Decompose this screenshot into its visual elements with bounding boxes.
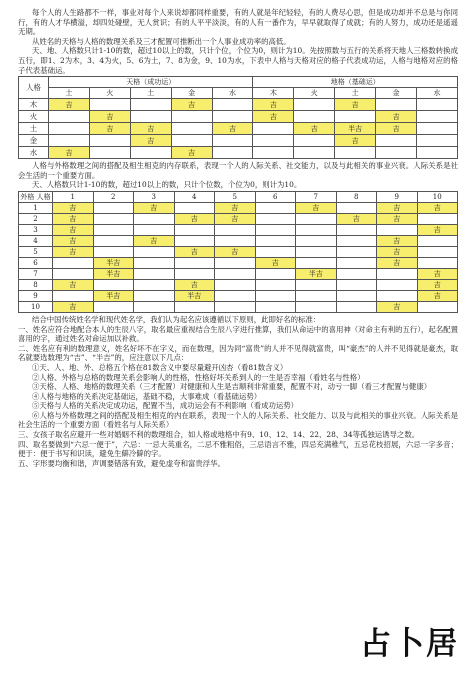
table1-cell bbox=[417, 99, 458, 111]
table1-cell: 吉 bbox=[130, 135, 171, 147]
table2-cell: 吉 bbox=[377, 235, 418, 246]
table1-element-header: 土 bbox=[335, 88, 376, 99]
table1-cell bbox=[171, 111, 212, 123]
table2-cell bbox=[255, 213, 296, 224]
table1-cell: 吉 bbox=[49, 147, 90, 159]
table2-cell bbox=[134, 301, 175, 312]
table2-cell bbox=[215, 301, 256, 312]
table1-cell bbox=[130, 111, 171, 123]
table2-row bbox=[19, 257, 458, 268]
table2-cell bbox=[215, 224, 256, 235]
table1-cell bbox=[212, 135, 253, 147]
table2-cell bbox=[377, 290, 418, 301]
table1-cell: 吉 bbox=[376, 123, 417, 135]
table1-cell: 吉 bbox=[171, 99, 212, 111]
principle-paragraph: 三、女孩子取名应避开一些对婚姻不利的数理组合，如人格或地格中有9、10、12、14、22、28、34等孤独运诱导之数。 bbox=[18, 430, 420, 440]
table2-cell bbox=[134, 224, 175, 235]
table1-element-header: 金 bbox=[171, 88, 212, 99]
table2-cell bbox=[336, 246, 377, 257]
table2-col-header: 1 bbox=[53, 191, 94, 202]
table2-cell bbox=[417, 213, 458, 224]
principle-paragraph: 五、字形要均衡和谐，声调要错落有致，避免虚夸和富贵浮华。 bbox=[18, 458, 225, 468]
table2-row-label: 10 bbox=[19, 301, 53, 312]
table2-cell bbox=[134, 257, 175, 268]
table1-cell: 吉 bbox=[294, 123, 335, 135]
table2-row-label: 6 bbox=[19, 257, 53, 268]
table2-cell bbox=[336, 257, 377, 268]
table1-cell bbox=[212, 147, 253, 159]
table2-cell bbox=[215, 257, 256, 268]
five-elements-table bbox=[18, 76, 458, 159]
table2-row bbox=[19, 268, 458, 279]
table2-cell bbox=[296, 290, 337, 301]
table2-cell: 吉 bbox=[417, 268, 458, 279]
table1-cell bbox=[294, 135, 335, 147]
table2-cell bbox=[93, 202, 134, 213]
table2-cell: 吉 bbox=[377, 202, 418, 213]
intro-paragraph-3: 天、地、人格数只计1-10的数，超过10以上的数，只计个位，个位为0，则计为10。先按照数与五行的关系将天地人三格数转换成五行，即1、2为木，3、4为火，5、6为土，7、8为金，9、10为水，下表中人格与天格对应的格子代表成功运，人格与地格对应的格子代表基础运。 bbox=[18, 46, 458, 75]
table1-cell: 吉 bbox=[376, 111, 417, 123]
table2-row-label: 7 bbox=[19, 268, 53, 279]
table2-cell: 吉 bbox=[53, 246, 94, 257]
table2-row bbox=[19, 279, 458, 290]
table2-cell: 半吉 bbox=[93, 290, 134, 301]
table2-cell: 吉 bbox=[134, 235, 175, 246]
table1-element-header: 火 bbox=[89, 88, 130, 99]
table1-row-label: 土 bbox=[19, 123, 49, 135]
table2-cell bbox=[417, 246, 458, 257]
site-logo: 占卜居 bbox=[360, 626, 459, 662]
table2-cell bbox=[336, 279, 377, 290]
table2-col-header: 4 bbox=[174, 191, 215, 202]
table2-cell: 吉 bbox=[336, 213, 377, 224]
table1-cell bbox=[376, 135, 417, 147]
principle-paragraph: ①天、人、地、外、总格五个格在81数含义中要尽量避开凶杏（看81数含义） bbox=[32, 362, 288, 372]
table2-cell bbox=[134, 268, 175, 279]
table1-cell: 吉 bbox=[212, 123, 253, 135]
table2-col-header: 6 bbox=[255, 191, 296, 202]
table2-cell bbox=[93, 279, 134, 290]
table1-row-label: 木 bbox=[19, 99, 49, 111]
table1-cell bbox=[49, 123, 90, 135]
table2-cell bbox=[134, 279, 175, 290]
table1-cell bbox=[417, 147, 458, 159]
table2-cell bbox=[336, 224, 377, 235]
table1-cell: 半吉 bbox=[335, 123, 376, 135]
table2-cell bbox=[255, 202, 296, 213]
table2-cell bbox=[336, 202, 377, 213]
table1-cell: 吉 bbox=[171, 147, 212, 159]
table2-cell bbox=[53, 268, 94, 279]
table2-cell bbox=[215, 290, 256, 301]
table2-cell bbox=[417, 257, 458, 268]
principle-paragraph: 二、姓名应有利的数理意义，姓名好坏不在字义，而在数理，因为同“富贵”的人并不见得就富贵，叫“豪杰”的人并不见得就是豪杰，取名就要选数理为“吉”、“半吉”的，应注意以下几点： bbox=[18, 343, 458, 363]
table1-row bbox=[19, 99, 458, 111]
table2-cell: 吉 bbox=[417, 290, 458, 301]
table2-row-label: 4 bbox=[19, 235, 53, 246]
table2-cell: 吉 bbox=[377, 213, 418, 224]
table1-cell: 吉 bbox=[253, 111, 294, 123]
table2-cell: 吉 bbox=[53, 202, 94, 213]
intro-paragraph-2: 从姓名的天格与人格的数理关系及三才配置可推断出一个人事业成功率的高低。 bbox=[32, 36, 291, 46]
table1-cell: 吉 bbox=[49, 99, 90, 111]
table1-cell: 吉 bbox=[89, 111, 130, 123]
table1-cell bbox=[294, 99, 335, 111]
table1-element-header: 金 bbox=[376, 88, 417, 99]
table1-row-label: 金 bbox=[19, 135, 49, 147]
table1-row-label: 火 bbox=[19, 111, 49, 123]
principle-paragraph: ④人格与地格的关系决定基础运，基础不稳，大事难成（看基础运势） bbox=[32, 391, 262, 401]
table1-foundation-header: 地格（基础运） bbox=[253, 77, 458, 88]
principle-paragraph: 四、取名要做到“六忌一便于”，六忌：一忌大英重名，二忌不雅粗俗，三忌语言不雅，四忌充满稚气，五忌花枝招展，六忌一字多音；便于：便于书写和识读，避免生僻冷僻的字。 bbox=[18, 439, 458, 459]
table1-row bbox=[19, 123, 458, 135]
table1-cell: 吉 bbox=[335, 135, 376, 147]
table2-cell bbox=[134, 213, 175, 224]
table1-cell bbox=[335, 147, 376, 159]
table1-cell bbox=[376, 99, 417, 111]
table1-cell bbox=[89, 135, 130, 147]
table2-row-label: 8 bbox=[19, 279, 53, 290]
table2-row-label: 9 bbox=[19, 290, 53, 301]
table2-col-header: 5 bbox=[215, 191, 256, 202]
table2-cell bbox=[93, 213, 134, 224]
table2-cell: 吉 bbox=[174, 213, 215, 224]
table2-cell: 吉 bbox=[53, 224, 94, 235]
table2-col-header: 8 bbox=[336, 191, 377, 202]
table1-corner-header: 人格 bbox=[19, 77, 49, 99]
table2-cell bbox=[336, 235, 377, 246]
table2-cell: 吉 bbox=[255, 257, 296, 268]
table2-cell bbox=[174, 202, 215, 213]
table2-cell bbox=[255, 301, 296, 312]
table2-inner-header: 人格 bbox=[36, 192, 51, 201]
table2-cell bbox=[255, 235, 296, 246]
table1-row bbox=[19, 147, 458, 159]
table2-col-header: 10 bbox=[417, 191, 458, 202]
table2-cell bbox=[93, 224, 134, 235]
table2-col-header: 2 bbox=[93, 191, 134, 202]
table2-row bbox=[19, 202, 458, 213]
table1-element-header: 木 bbox=[253, 88, 294, 99]
table2-col-header: 3 bbox=[134, 191, 175, 202]
table2-cell bbox=[255, 268, 296, 279]
table1-cell bbox=[335, 111, 376, 123]
table2-cell bbox=[296, 246, 337, 257]
table2-cell: 吉 bbox=[215, 246, 256, 257]
social-relation-table bbox=[18, 191, 458, 313]
table2-cell: 半吉 bbox=[174, 290, 215, 301]
table2-cell bbox=[215, 235, 256, 246]
table2-cell: 吉 bbox=[377, 257, 418, 268]
table2-cell: 吉 bbox=[377, 301, 418, 312]
table2-cell bbox=[417, 301, 458, 312]
table2-cell bbox=[296, 235, 337, 246]
table2-cell bbox=[134, 246, 175, 257]
table1-cell bbox=[253, 135, 294, 147]
table2-cell: 吉 bbox=[296, 202, 337, 213]
table1-cell: 吉 bbox=[130, 123, 171, 135]
table2-cell: 吉 bbox=[53, 213, 94, 224]
table2-cell bbox=[174, 224, 215, 235]
mid-paragraph-1: 人格与外格数理之间的搭配及相生相克的内存联系，表现一个人的人际关系、社交能力，以及与此相关的事业兴衰。人际关系是社会生活的一个重要方面。 bbox=[18, 161, 458, 180]
principle-paragraph: ⑤天格与人格的关系决定成功运，配置不当，成功运会有不利影响（看成功运势） bbox=[32, 401, 299, 411]
table1-element-header: 水 bbox=[212, 88, 253, 99]
table1-element-header: 火 bbox=[294, 88, 335, 99]
table2-cell bbox=[296, 224, 337, 235]
principle-paragraph: ③天格、人格、地格的数理关系（三才配置）对健康和人生是吉顺利非常重要，配置不对，动亏一脚（看三才配置与健康） bbox=[32, 382, 432, 392]
table1-element-header: 土 bbox=[130, 88, 171, 99]
table1-cell bbox=[253, 147, 294, 159]
table2-cell bbox=[377, 224, 418, 235]
table2-col-header: 9 bbox=[377, 191, 418, 202]
table2-row-label: 2 bbox=[19, 213, 53, 224]
table2-cell: 半吉 bbox=[296, 268, 337, 279]
table2-cell bbox=[174, 268, 215, 279]
table2-row bbox=[19, 246, 458, 257]
table2-cell: 吉 bbox=[417, 279, 458, 290]
table2-cell bbox=[255, 246, 296, 257]
table2-cell: 吉 bbox=[215, 213, 256, 224]
table1-cell bbox=[376, 147, 417, 159]
table1-cell bbox=[89, 147, 130, 159]
principle-paragraph: ⑥人格与外格数理之间的搭配及相生相克的内在联系，表现一个人的人际关系、社交能力、以及与此相关的事业兴衰。人际关系是社会生活的一个重要方面（看姓名与人际关系） bbox=[18, 410, 458, 430]
table1-cell bbox=[417, 123, 458, 135]
table2-cell: 半吉 bbox=[93, 257, 134, 268]
table2-cell: 吉 bbox=[53, 279, 94, 290]
table2-row bbox=[19, 213, 458, 224]
table1-cell bbox=[294, 111, 335, 123]
table2-cell bbox=[336, 290, 377, 301]
table1-cell: 吉 bbox=[253, 99, 294, 111]
table2-row bbox=[19, 301, 458, 312]
table1-cell bbox=[130, 147, 171, 159]
table1-cell bbox=[171, 135, 212, 147]
table2-cell bbox=[215, 268, 256, 279]
table2-cell bbox=[417, 235, 458, 246]
table1-cell bbox=[294, 147, 335, 159]
table1-element-header: 土 bbox=[49, 88, 90, 99]
table2-cell: 半吉 bbox=[93, 268, 134, 279]
table1-cell bbox=[49, 135, 90, 147]
table2-cell bbox=[215, 279, 256, 290]
table2-cell bbox=[174, 301, 215, 312]
table1-cell bbox=[253, 123, 294, 135]
table2-cell bbox=[255, 290, 296, 301]
table1-cell: 吉 bbox=[89, 123, 130, 135]
table1-cell bbox=[417, 111, 458, 123]
table2-cell bbox=[255, 224, 296, 235]
table1-row bbox=[19, 135, 458, 147]
table1-cell: 吉 bbox=[335, 99, 376, 111]
table2-cell: 吉 bbox=[174, 279, 215, 290]
table2-cell bbox=[174, 257, 215, 268]
table1-cell bbox=[417, 135, 458, 147]
intro-paragraph-1: 每个人的人生路都不一样，事业对每个人来说却都同样重要，有的人就是年纪轻轻，有的人费尽心思，但是成功却并不总是与你同行，有的人才华横溢，却四处碰壁，无人赏识；有的人平平淡淡，有的人有一番作为，早早就取得了成就；有的人努力，成功还是遥遥无期。 bbox=[18, 8, 458, 37]
table2-cell bbox=[255, 279, 296, 290]
table2-row bbox=[19, 235, 458, 246]
table2-row bbox=[19, 224, 458, 235]
table2-cell bbox=[53, 290, 94, 301]
table1-cell bbox=[171, 123, 212, 135]
principle-paragraph: 结合中国传统姓名学和现代姓名学，我们认为起名应该遵循以下原则，此即好名的标准： bbox=[32, 314, 321, 324]
table2-cell: 吉 bbox=[377, 246, 418, 257]
table1-cell bbox=[130, 99, 171, 111]
table2-cell bbox=[296, 257, 337, 268]
document-page bbox=[18, 8, 458, 468]
principle-paragraph: 一、姓名应符合地配合本人的生辰八字，取名最应重视结合生辰八字进行推算，我们从命运中的喜用神（对命主有利的五行），起名配置喜用的字，通过姓名对命运加以补救。 bbox=[18, 324, 458, 344]
mid-paragraph-2: 天、人格数只计1-10的数，超过10以上的数，只计个位数，个位为0，则计为10。 bbox=[32, 180, 302, 190]
table1-element-header: 水 bbox=[417, 88, 458, 99]
table2-row bbox=[19, 290, 458, 301]
table2-outer-header: 外格 人格 bbox=[20, 192, 51, 201]
table2-cell: 吉 bbox=[417, 202, 458, 213]
table2-cell: 吉 bbox=[417, 224, 458, 235]
table1-row bbox=[19, 111, 458, 123]
table2-cell bbox=[377, 268, 418, 279]
table2-cell bbox=[296, 279, 337, 290]
table2-row-label: 1 bbox=[19, 202, 53, 213]
naming-principles bbox=[18, 315, 458, 469]
table2-cell bbox=[296, 301, 337, 312]
table2-row-label: 5 bbox=[19, 246, 53, 257]
table2-cell bbox=[174, 235, 215, 246]
table1-cell bbox=[89, 99, 130, 111]
table2-cell bbox=[134, 290, 175, 301]
table2-cell bbox=[53, 257, 94, 268]
table1-success-header: 天格（成功运） bbox=[49, 77, 253, 88]
table2-cell: 吉 bbox=[134, 202, 175, 213]
table2-cell: 吉 bbox=[215, 202, 256, 213]
table2-col-header: 7 bbox=[296, 191, 337, 202]
table2-cell: 吉 bbox=[53, 301, 94, 312]
table2-cell bbox=[93, 246, 134, 257]
table1-cell bbox=[49, 111, 90, 123]
table2-cell bbox=[93, 301, 134, 312]
table2-cell: 吉 bbox=[174, 246, 215, 257]
table2-cell bbox=[336, 268, 377, 279]
table1-row-label: 水 bbox=[19, 147, 49, 159]
table2-cell: 吉 bbox=[53, 235, 94, 246]
table1-cell bbox=[212, 99, 253, 111]
table1-cell bbox=[212, 111, 253, 123]
table2-row-label: 3 bbox=[19, 224, 53, 235]
principle-paragraph: ②人格、外格与总格的数理关系会影响人的性格，性格好坏关系到人的一生是否幸福（看姓名与性格） bbox=[32, 372, 365, 382]
table2-cell bbox=[377, 279, 418, 290]
table2-cell bbox=[93, 235, 134, 246]
table2-cell bbox=[336, 301, 377, 312]
table2-cell bbox=[296, 213, 337, 224]
